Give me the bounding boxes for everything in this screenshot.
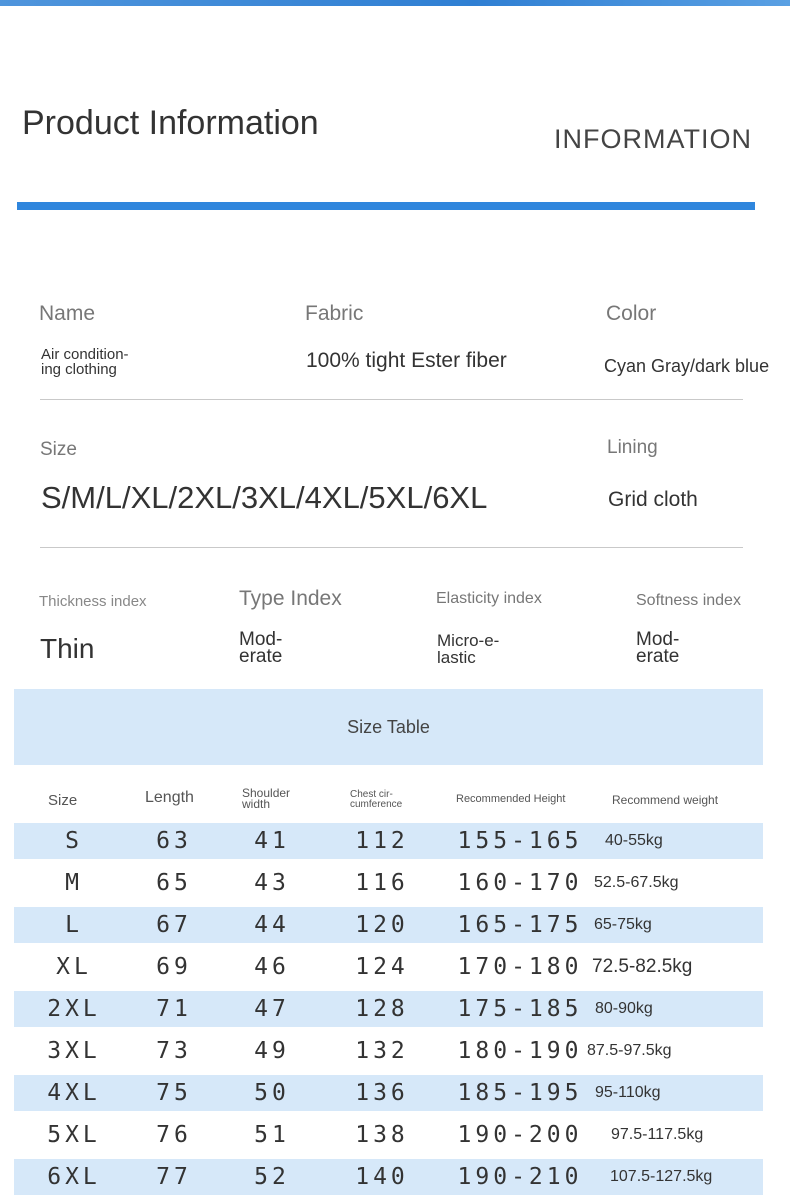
cell-shoulder: 49 (254, 1038, 290, 1064)
table-row (14, 865, 763, 901)
fabric-label: Fabric (305, 302, 364, 325)
cell-length: 65 (156, 870, 192, 896)
cell-shoulder: 46 (254, 954, 290, 980)
table-row (14, 1117, 763, 1153)
cell-chest: 132 (355, 1038, 409, 1064)
elasticity-value-line2: lastic (437, 648, 476, 667)
cell-size: S (65, 828, 83, 854)
cell-shoulder: 51 (254, 1122, 290, 1148)
cell-size: 2XL (47, 996, 101, 1022)
cell-chest: 128 (355, 996, 409, 1022)
cell-weight: 80-90kg (595, 1000, 653, 1017)
thickness-value: Thin (40, 633, 95, 664)
cell-height: 185-195 (457, 1080, 583, 1106)
col-header-length: Length (145, 789, 194, 806)
cell-shoulder: 44 (254, 912, 290, 938)
page-title: Product Information (22, 104, 319, 142)
cell-shoulder: 52 (254, 1164, 290, 1190)
type-label: Type Index (239, 587, 342, 610)
col-header-size: Size (48, 792, 78, 809)
info-divider-1 (40, 399, 743, 400)
cell-shoulder: 43 (254, 870, 290, 896)
cell-chest: 112 (355, 828, 409, 854)
cell-height: 155-165 (457, 828, 583, 854)
col-header-chest-line1: Chest cir- (350, 789, 393, 800)
table-row (14, 1075, 763, 1111)
cell-size: 5XL (47, 1122, 101, 1148)
size-table-title: Size Table (347, 716, 430, 737)
cell-length: 73 (156, 1038, 192, 1064)
col-header-chest-line2: cumference (350, 799, 403, 810)
table-row (14, 1033, 763, 1069)
cell-height: 160-170 (457, 870, 583, 896)
cell-size: 4XL (47, 1080, 101, 1106)
cell-size: XL (56, 954, 92, 980)
name-value-line1: Air condition- (41, 346, 129, 363)
cell-length: 67 (156, 912, 192, 938)
cell-height: 175-185 (457, 996, 583, 1022)
title-divider (17, 202, 755, 210)
softness-value-line2: erate (636, 646, 680, 667)
elasticity-label: Elasticity index (436, 590, 542, 607)
cell-weight: 52.5-67.5kg (594, 874, 679, 891)
table-row (14, 991, 763, 1027)
cell-shoulder: 47 (254, 996, 290, 1022)
type-value-line2: erate (239, 646, 283, 667)
lining-value: Grid cloth (608, 488, 698, 511)
cell-height: 190-210 (457, 1164, 583, 1190)
top-accent-strip (0, 0, 790, 6)
cell-length: 77 (156, 1164, 192, 1190)
col-header-shoulder-line2: width (242, 797, 271, 811)
size-table-title-bar (14, 689, 763, 765)
cell-height: 180-190 (457, 1038, 583, 1064)
cell-weight: 87.5-97.5kg (587, 1042, 672, 1059)
col-header-weight: Recommend weight (612, 793, 719, 807)
table-row (14, 949, 763, 985)
info-divider-2 (40, 547, 743, 548)
cell-size: L (65, 912, 83, 938)
table-row (14, 823, 763, 859)
cell-height: 170-180 (457, 954, 583, 980)
softness-label: Softness index (636, 592, 741, 609)
name-label: Name (39, 302, 96, 325)
cell-chest: 136 (355, 1080, 409, 1106)
cell-size: 3XL (47, 1038, 101, 1064)
cell-weight: 97.5-117.5kg (611, 1126, 704, 1143)
size-label: Size (40, 439, 77, 460)
page-subtitle: INFORMATION (554, 124, 752, 154)
thickness-label: Thickness index (39, 593, 147, 610)
type-value-line1: Mod- (239, 629, 283, 650)
cell-length: 71 (156, 996, 192, 1022)
col-header-height: Recommended Height (456, 793, 566, 805)
cell-chest: 120 (355, 912, 409, 938)
table-row (14, 907, 763, 943)
cell-size: 6XL (47, 1164, 101, 1190)
cell-weight: 40-55kg (605, 832, 663, 849)
cell-length: 76 (156, 1122, 192, 1148)
lining-label: Lining (607, 437, 658, 458)
elasticity-value-line1: Micro-e- (437, 631, 500, 650)
cell-weight: 65-75kg (594, 916, 652, 933)
cell-chest: 138 (355, 1122, 409, 1148)
name-value-line2: ing clothing (41, 361, 117, 378)
col-header-shoulder-line1: Shoulder (242, 786, 291, 800)
color-label: Color (606, 302, 657, 325)
cell-chest: 140 (355, 1164, 409, 1190)
cell-weight: 95-110kg (595, 1084, 661, 1101)
size-value: S/M/L/XL/2XL/3XL/4XL/5XL/6XL (41, 480, 488, 515)
cell-weight: 72.5-82.5kg (592, 956, 693, 977)
cell-length: 75 (156, 1080, 192, 1106)
cell-height: 165-175 (457, 912, 583, 938)
fabric-value: 100% tight Ester fiber (306, 349, 507, 372)
cell-height: 190-200 (457, 1122, 583, 1148)
cell-length: 63 (156, 828, 192, 854)
cell-length: 69 (156, 954, 192, 980)
cell-weight: 107.5-127.5kg (610, 1168, 713, 1185)
table-row (14, 1159, 763, 1195)
cell-chest: 116 (355, 870, 409, 896)
cell-shoulder: 41 (254, 828, 290, 854)
color-value: Cyan Gray/dark blue (604, 356, 770, 376)
cell-shoulder: 50 (254, 1080, 290, 1106)
cell-size: M (65, 870, 83, 896)
softness-value-line1: Mod- (636, 629, 680, 650)
cell-chest: 124 (355, 954, 409, 980)
